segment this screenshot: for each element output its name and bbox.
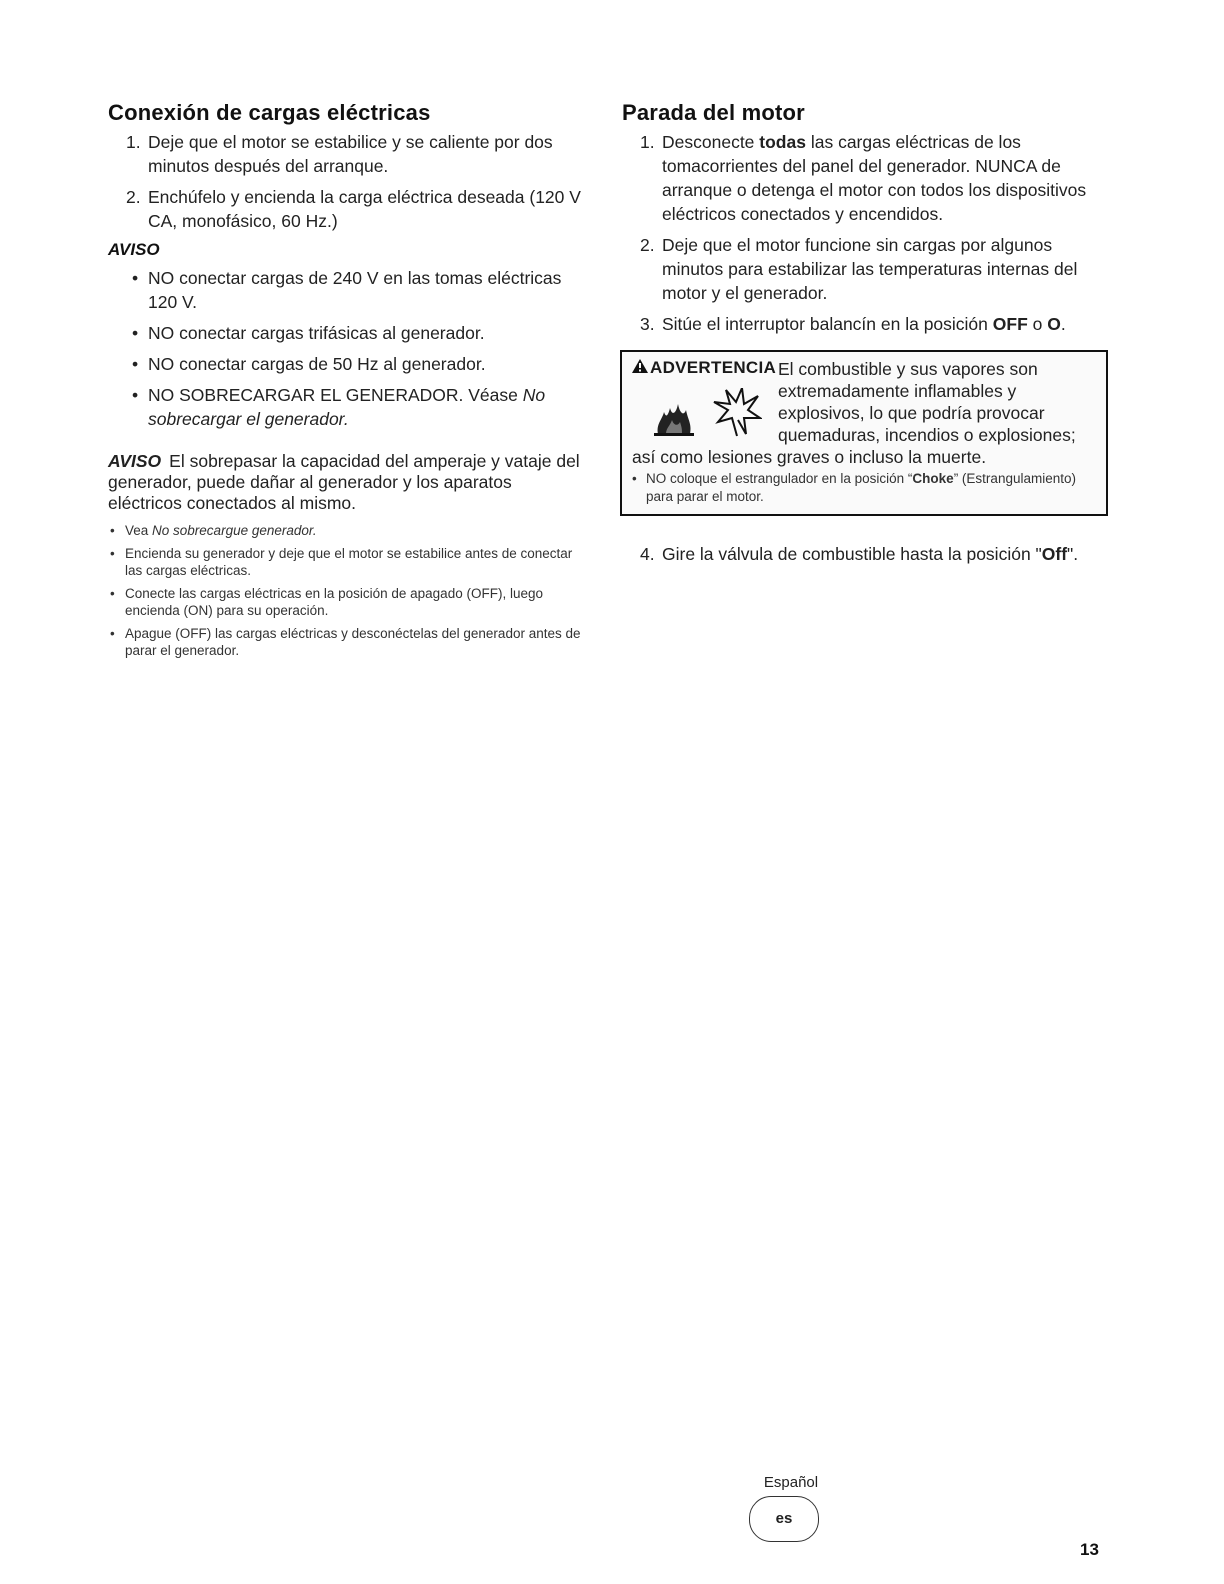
explosion-icon [712, 388, 762, 438]
list-item: 1. Deje que el motor se estabilice y se caliente por dos minutos después del arranque. [126, 132, 553, 176]
list-item: • NO SOBRECARGAR EL GENERADOR. Véase No sobrecargar el generador. [132, 385, 546, 429]
fire-icon [652, 394, 696, 438]
list-item: 3. Sitúe el interruptor balancín en la posición OFF o O. [640, 314, 1066, 334]
list-item: • Conecte las cargas eléctricas en la posición de apagado (OFF), luego encienda (ON) para su operación. [110, 586, 543, 618]
list-item: • NO conectar cargas trifásicas al generador. [132, 323, 485, 343]
warning-triangle-icon [632, 359, 648, 373]
connect-steps-list [108, 130, 588, 233]
list-item: 2. Deje que el motor funcione sin cargas por algunos minutos para estabilizar las temperaturas internas del motor y el generador. [640, 235, 1078, 303]
section-heading-stopping-engine: Parada del motor [622, 100, 805, 125]
list-item: 4. Gire la válvula de combustible hasta la posición "Off". [640, 544, 1079, 564]
warning-title: ADVERTENCIA [650, 358, 777, 377]
section-heading-connecting-loads: Conexión de cargas eléctricas [108, 100, 431, 125]
small-notes-list [108, 522, 588, 659]
list-item: • Encienda su generador y deje que el motor se estabilice antes de conectar las cargas eléctricas. [110, 546, 573, 578]
list-item: • NO conectar cargas de 50 Hz al generador. [132, 354, 486, 374]
right-column [622, 100, 1108, 573]
warning-text: El combustible y sus vapores son extremadamente inflamables y explosivos, lo que podría provocar quemaduras, incendios o explosiones; [778, 359, 1076, 445]
warning-box [620, 350, 1108, 516]
warning-bullet: • NO coloque el estrangulador en la posición “Choke” (Estrangulamiento) para parar el motor. [632, 471, 1076, 504]
stop-steps-list [622, 130, 1108, 336]
list-item: • Apague (OFF) las cargas eléctricas y desconéctelas del generador antes de parar el generador. [110, 626, 581, 658]
warning-text-continued: así como lesiones graves o incluso la muerte. [632, 447, 987, 467]
left-column [108, 100, 588, 665]
aviso-notice [108, 451, 588, 514]
notice-text: El sobrepasar la capacidad del amperaje y vataje del generador, puede dañar al generador y los aparatos eléctricos conectados al mismo. [108, 451, 580, 513]
aviso-list [108, 266, 588, 431]
list-item: 1. Desconecte todas las cargas eléctricas de los tomacorrientes del panel del generador. NUNCA de arranque o detenga el motor con todos los dispositivos eléctricos conectados y encendidos. [640, 132, 1087, 224]
list-item: 2. Enchúfelo y encienda la carga eléctrica deseada (120 V CA, monofásico, 60 Hz.) [126, 187, 581, 231]
footer-language: Español [763, 1474, 819, 1491]
list-item: • Vea No sobrecargue generador. [110, 523, 317, 538]
language-code-badge: es [749, 1496, 819, 1542]
aviso-tag: AVISO [108, 451, 162, 471]
stop-steps-list-continued [622, 542, 1108, 566]
list-item: • NO conectar cargas de 240 V en las tomas eléctricas 120 V. [132, 268, 562, 312]
page-number: 13 [1080, 1540, 1099, 1559]
aviso-heading: AVISO [108, 240, 160, 259]
